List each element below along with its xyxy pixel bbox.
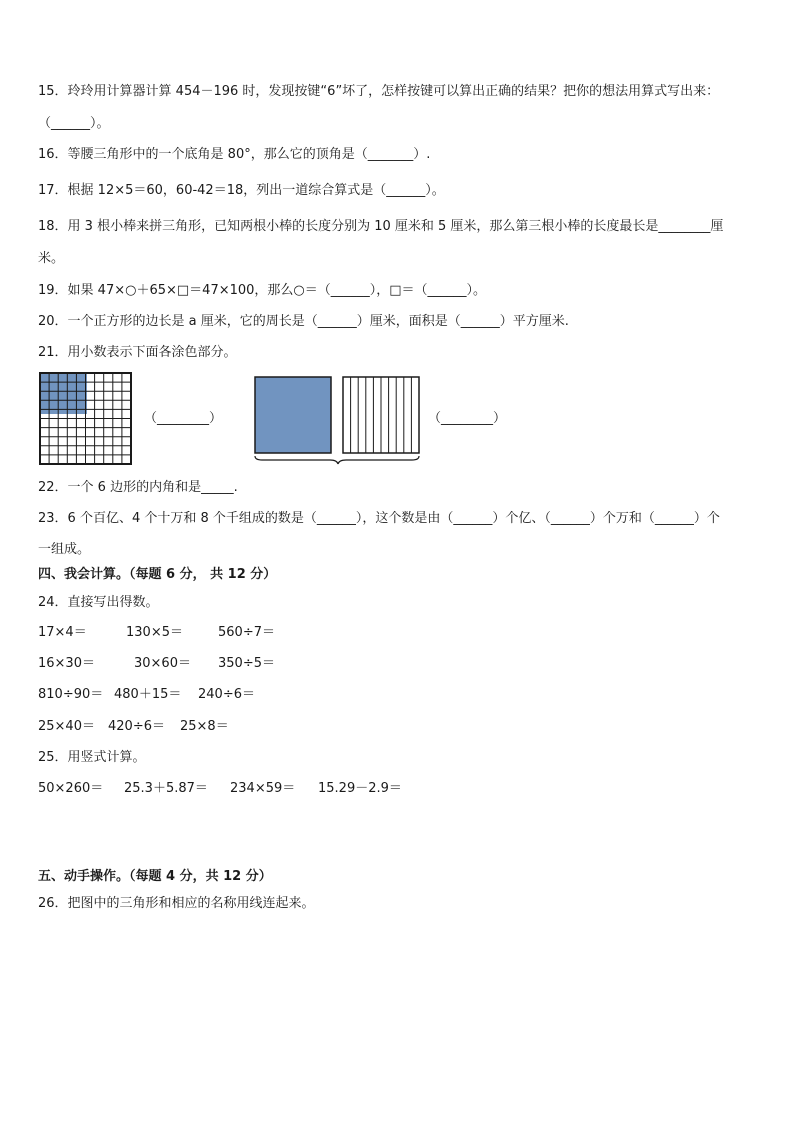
calc-item: 130×5＝	[126, 625, 183, 640]
q21-text: 21．用小数表示下面各涂色部分。	[38, 345, 237, 360]
q24-row	[38, 687, 255, 703]
q25-title: 25．用竖式计算。	[38, 750, 146, 765]
q16: 16．等腰三角形中的一个底角是 80°，那么它的顶角是（_______）.	[38, 147, 431, 162]
q19: 19．如果 47×○＋65×□＝47×100，那么○＝（______），□＝（______）。	[38, 283, 487, 298]
hundred-grid-figure	[40, 373, 135, 465]
calc-item: 420÷6＝	[108, 719, 165, 734]
square-and-strips-figure	[254, 376, 422, 466]
q22: 22．一个 6 边形的内角和是_____.	[38, 480, 238, 495]
q24-row	[38, 625, 275, 641]
q24-row	[38, 656, 275, 672]
calc-item: 560÷7＝	[218, 625, 275, 640]
q17: 17．根据 12×5＝60，60-42＝18，列出一道综合算式是（______）。	[38, 183, 445, 198]
calc-item: 25.3＋5.87＝	[124, 781, 208, 796]
calc-item: 16×30＝	[38, 656, 95, 671]
calc-item: 17×4＝	[38, 625, 87, 640]
section-4-heading: 四、我会计算。（每题 6 分， 共 12 分）	[38, 567, 277, 582]
calc-item: 234×59＝	[230, 781, 296, 796]
calc-item: 50×260＝	[38, 781, 104, 796]
calc-item: 350÷5＝	[218, 656, 275, 671]
calc-item: 240÷6＝	[198, 687, 255, 702]
calc-item: 25×40＝	[38, 719, 95, 734]
q21-blank1: （________）	[144, 411, 223, 426]
q25-row	[38, 781, 402, 797]
q24-row	[38, 719, 229, 735]
q15-line2: （______）。	[38, 116, 110, 131]
q21-blank2: （________）	[428, 411, 507, 426]
calc-item: 25×8＝	[180, 719, 229, 734]
calc-item: 30×60＝	[134, 656, 191, 671]
calc-item: 480＋15＝	[114, 687, 182, 702]
section-5-heading: 五、动手操作。（每题 4 分，共 12 分）	[38, 869, 272, 884]
q18-line2: 米。	[38, 251, 65, 266]
q26: 26．把图中的三角形和相应的名称用线连起来。	[38, 896, 315, 911]
grid-shaded-region	[40, 373, 87, 414]
brace	[255, 456, 419, 464]
q18-line1: 18．用 3 根小棒来拼三角形，已知两根小棒的长度分别为 10 厘米和 5 厘米，那么第三根小棒的长度最长是________厘	[38, 219, 724, 234]
calc-item: 810÷90＝	[38, 687, 104, 702]
q20: 20．一个正方形的边长是 a 厘米，它的周长是（______）厘米，面积是（______）平方厘米.	[38, 314, 569, 329]
calc-item: 15.29－2.9＝	[318, 781, 402, 796]
q24-title: 24．直接写出得数。	[38, 595, 159, 610]
q23-line2: 一组成。	[38, 542, 91, 557]
q23-line1: 23．6 个百亿、4 个十万和 8 个千组成的数是（______），这个数是由（______）个亿、（______）个万和（______）个	[38, 511, 720, 526]
shaded-square	[255, 377, 331, 453]
q15-line1: 15．玲玲用计算器计算 454－196 时，发现按键“6”坏了，怎样按键可以算出正确的结果？把你的想法用算式写出来：	[38, 84, 720, 99]
